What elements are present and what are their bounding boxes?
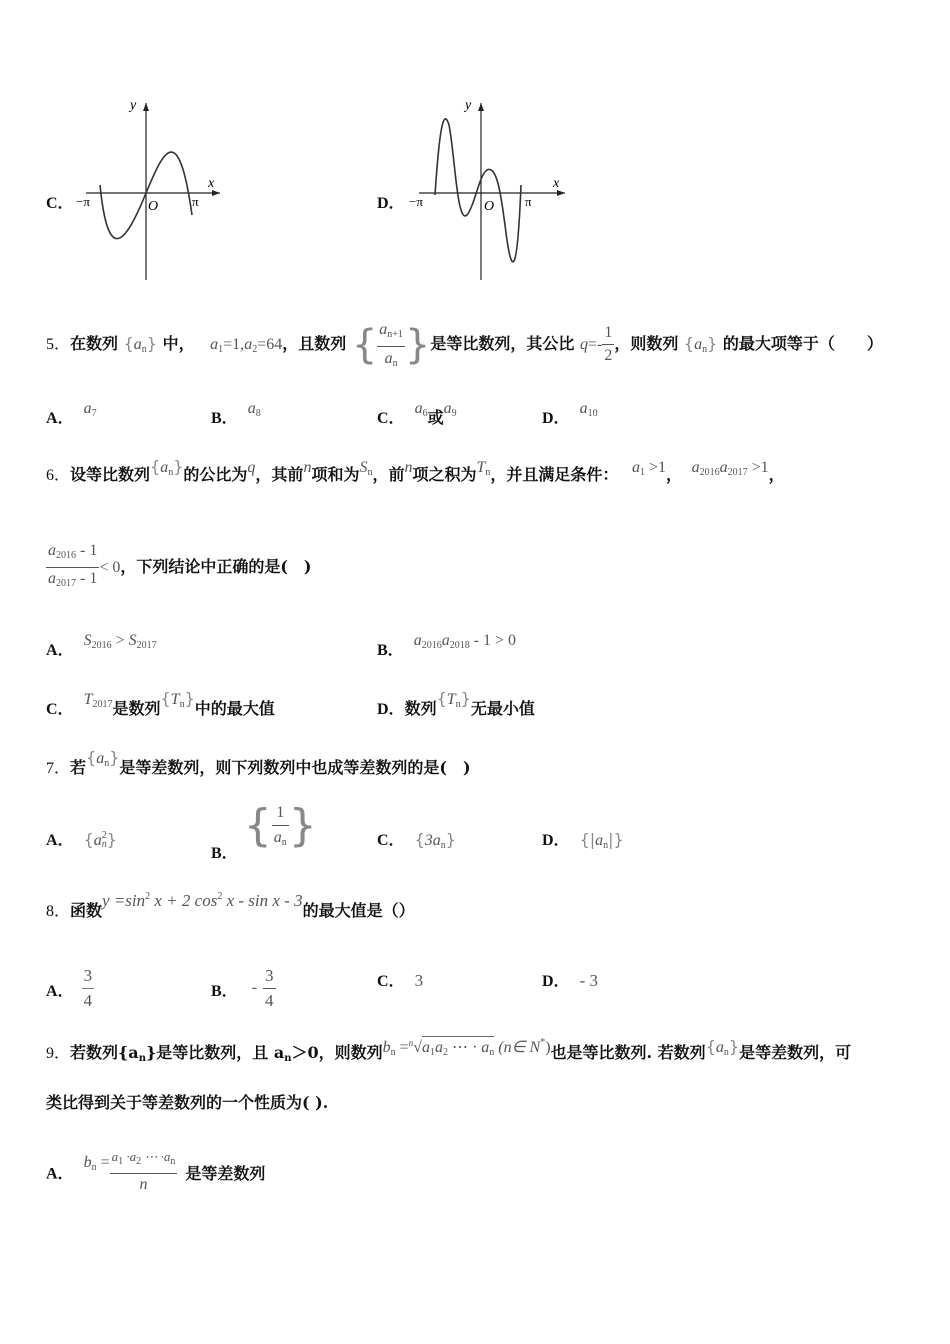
q6-text-6: 项之积为 <box>412 465 477 484</box>
q8-function: $y =\sin^2$ x + 2 $\cos^2 x$ - sin x - 3 <box>102 891 303 910</box>
q5-option-a: A．$a_7$ <box>46 400 97 427</box>
q8-option-c: C． 3 <box>377 971 424 990</box>
question-8 <box>46 891 415 921</box>
q6-text-7: ，并且满足条件： <box>490 465 619 484</box>
question-7 <box>46 748 471 779</box>
q7-option-a: A． {a 2 n } <box>46 830 117 850</box>
q6-seq: $\{a_n\}$ <box>150 457 184 478</box>
graph-d-y-label: y <box>465 98 472 113</box>
q6-cond-1: $a_1 >1$ <box>631 459 667 478</box>
q6-q-var: q <box>247 459 256 476</box>
q6-option-b: B．$a_{2016}a_{2018} - 1 > 0$ <box>377 632 517 659</box>
q5-seq-2: $\{a_n\}$ <box>683 334 718 355</box>
q6-text-3: ，其前 <box>255 465 304 484</box>
q7-option-b: B．{ $\frac{1}{a_n}$ } <box>211 800 317 863</box>
q9-text-3: ＞0，则数列 <box>291 1043 383 1062</box>
q7-option-c: C． $\{3a_n\}$ <box>377 830 456 851</box>
graph-d-pi: π <box>525 194 532 209</box>
q8-text-2: 的最大值是（） <box>302 901 415 920</box>
q5-option-d: D．$a_{10}$ <box>542 400 598 427</box>
q7-text-1: 若 <box>70 758 87 777</box>
q7-option-d: D． $\{|a_n|\}$ <box>542 830 624 851</box>
q6-n-var: n <box>303 459 312 476</box>
graph-c-neg-pi: −π <box>76 194 90 209</box>
q5-option-c: C．$a_6$或$a_9$ <box>377 400 457 427</box>
q9-seq: $\{a_n\}$ <box>705 1037 740 1058</box>
q6-text-2: 的公比为 <box>183 465 248 484</box>
option-c-label: C． <box>46 195 74 212</box>
q5-text-6: 的最大项等于（ ） <box>722 334 883 353</box>
q6-line-2 <box>46 540 312 595</box>
q6-s-var: $S_n$ <box>359 459 373 478</box>
q9-formula: $b_n =^n√a_1a_2$ ⋯ · $a_n$ (n∈ N*) <box>382 1037 551 1058</box>
graph-c <box>70 95 230 285</box>
graph-c-y-arrow <box>143 103 149 111</box>
q6-number: 6． <box>46 467 71 484</box>
q6-text-5: ，前 <box>372 465 405 484</box>
q6-option-a: A．$S_{2016} > S_{2017}$ <box>46 632 157 659</box>
q9-text-5: 是等差数列，可 <box>739 1043 852 1062</box>
question-9: 9．若数列$\{a_n\}$是等比数列，且 $a_n>0$，则数列$b_n =^n√a_1a_2$ ⋯ · $a_n$ (n∈ N*)也是等比数列. 若数列$\{a_n\}$是等差数列，可 <box>46 1037 852 1064</box>
q6-option-c: C．$T_{2017}$是数列$\{T_n\}$中的最大值 <box>46 689 275 718</box>
q7-number: 7． <box>46 760 71 777</box>
q8-text-1: 函数 <box>70 901 103 920</box>
q5-condition: $a_1=1,a_2=64$ <box>210 336 283 355</box>
graph-c-origin: O <box>148 199 159 214</box>
q5-text-5: ，则数列 <box>614 334 679 353</box>
question-5 <box>46 312 883 382</box>
q5-text-2: 中， <box>162 334 195 353</box>
graph-c-pi: π <box>192 194 199 209</box>
q9-option-a: A． $b_n$ = $\frac{a_1 \cdot a_2 \cdots \cdot a_n}{n}$ 是等差数列 <box>46 1150 265 1200</box>
q9-text-1: 若数列{a <box>70 1043 139 1062</box>
q6-cond-2: $a_{2016}a_{2017} >1$ <box>691 459 769 478</box>
graph-c-x-label: x <box>208 176 215 191</box>
q7-seq: $\{a_n\}$ <box>86 748 120 769</box>
q5-ratio-seq: { $\frac{a_{n+1}}{a_n}$ } <box>352 322 431 368</box>
q6-text-4: 项和为 <box>311 465 360 484</box>
graph-d <box>405 95 570 285</box>
q5-text-1: 在数列 <box>70 334 119 353</box>
graph-d-origin: O <box>484 199 495 214</box>
q6-text-1: 设等比数列 <box>70 465 151 484</box>
q6-option-d: D．数列$\{T_n\}$无最小值 <box>377 689 535 718</box>
q5-number: 5． <box>46 336 71 353</box>
q6-text-8: ，下列结论中正确的是( ) <box>120 557 312 576</box>
q6-cond-3-rel: < 0 <box>99 559 121 576</box>
graph-d-neg-pi: −π <box>409 194 423 209</box>
q6-t-var: $T_n$ <box>476 459 491 478</box>
option-d-label: D． <box>377 195 405 212</box>
q5-text-4: 是等比数列，其公比 <box>430 334 575 353</box>
q8-option-d: D． - 3 <box>542 971 598 990</box>
q5-text-3: ，且数列 <box>282 334 347 353</box>
q9-text-4: 也是等比数列. 若数列 <box>550 1043 706 1062</box>
q6-n-var-2: n <box>404 459 413 476</box>
graph-d-curve <box>435 119 521 262</box>
q8-number: 8． <box>46 903 71 920</box>
graph-d-y-arrow <box>478 103 484 111</box>
question-6: 6．设等比数列$\{a_n\}$的公比为q，其前n项和为$S_n$，前n项之积为$T_n$，并且满足条件： $a_1 >1$， $a_{2016}a_{2017} >1$， <box>46 457 785 484</box>
q8-option-a: A． $\frac{3}{4}$ <box>46 966 93 1010</box>
q9-option-a-formula: $b_n$ = <box>83 1153 110 1173</box>
q9-number: 9． <box>46 1045 71 1062</box>
q9-line-2: 类比得到关于等差数列的一个性质为( ). <box>46 1093 329 1112</box>
graph-d-x-label: x <box>553 176 560 191</box>
q6-cond-3: $\frac{a_{2016} - 1}{a_{2017} - 1}$ <box>48 542 98 589</box>
q5-ratio: q=- $\frac{1}{2}$ <box>579 324 613 364</box>
q9-text-2: }是等比数列，且 a <box>145 1043 285 1062</box>
q7-text-2: 是等差数列，则下列数列中也成等差数列的是( ) <box>119 758 471 777</box>
q8-option-b: B． - $\frac{3}{4}$ <box>211 966 274 1010</box>
graph-c-y-label: y <box>130 98 137 113</box>
q5-seq: $\{a_n\}$ <box>123 334 157 355</box>
q5-option-b: B．$a_8$ <box>211 400 261 427</box>
